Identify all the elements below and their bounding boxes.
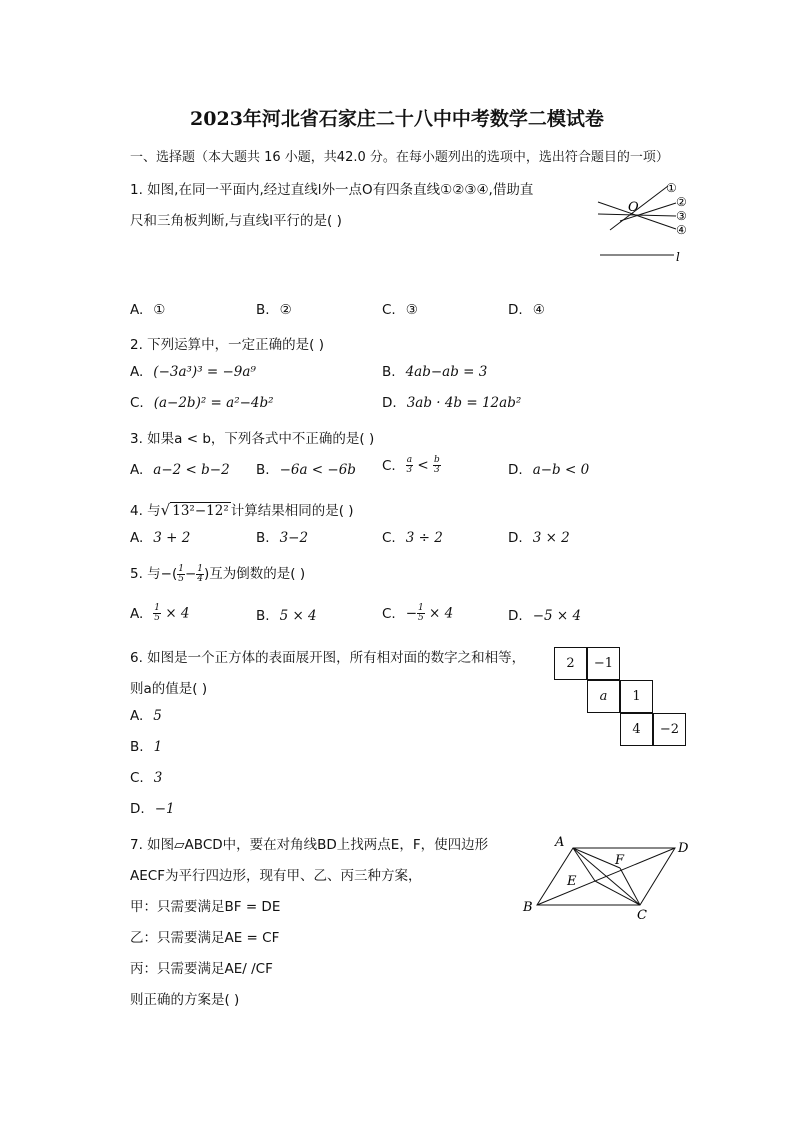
vertex-label-d: D bbox=[678, 841, 689, 856]
q1-option-a[interactable]: A. ① bbox=[130, 302, 166, 318]
q7-plan-jia: 甲：只需要满足BF = DE bbox=[130, 899, 281, 915]
q1-fig-label-2: ② bbox=[676, 195, 687, 209]
net-cell: a bbox=[587, 680, 620, 713]
q1-option-c[interactable]: C. ③ bbox=[382, 302, 418, 318]
q2-option-b[interactable]: B. 4ab−ab = 3 bbox=[382, 364, 488, 380]
q6-option-a[interactable]: A. 5 bbox=[130, 708, 162, 724]
q1-figure bbox=[590, 175, 700, 267]
parallelogram-figure bbox=[515, 830, 700, 925]
q4-stem: 4. 与√ 13²−12² 计算结果相同的是( ) bbox=[130, 501, 354, 519]
fraction: $\frac{a}{3}$ bbox=[406, 455, 413, 475]
net-cell: −2 bbox=[653, 713, 686, 746]
q4-option-d[interactable]: D. 3 × 2 bbox=[508, 530, 570, 546]
q1-fig-label-l: l bbox=[676, 250, 680, 264]
q6-option-d[interactable]: D. −1 bbox=[130, 801, 175, 817]
q5-option-d[interactable]: D. −5 × 4 bbox=[508, 608, 582, 624]
point-label-f: F bbox=[615, 853, 625, 868]
q6-stem-line2: 则a的值是( ) bbox=[130, 681, 208, 697]
vertex-label-c: C bbox=[637, 908, 647, 923]
net-cell: 1 bbox=[620, 680, 653, 713]
q5-option-a[interactable]: A. $\frac{1}{5}$ × 4 bbox=[130, 603, 190, 623]
q6-option-b[interactable]: B. 1 bbox=[130, 739, 163, 755]
radicand: 13²−12² bbox=[172, 503, 229, 519]
q5-stem: 5. 与−( $\frac{1}{5}$ − $\frac{1}{4}$ )互为倒数的是( ) bbox=[130, 563, 306, 584]
fraction: $\frac{b}{3}$ bbox=[434, 455, 440, 475]
q1-stem-line1: 1. 如图,在同一平面内,经过直线l外一点O有四条直线①②③④,借助直 bbox=[130, 182, 534, 198]
q3-option-b[interactable]: B. −6a < −6b bbox=[256, 462, 356, 478]
fraction: $\frac{1}{5}$ bbox=[418, 603, 424, 623]
net-cell: −1 bbox=[587, 647, 620, 680]
q1-fig-label-3: ③ bbox=[676, 209, 687, 223]
cube-net-figure bbox=[554, 647, 694, 751]
net-cell: 4 bbox=[620, 713, 653, 746]
fraction: $\frac{1}{5}$ bbox=[154, 603, 161, 623]
q4-option-b[interactable]: B. 3−2 bbox=[256, 530, 309, 546]
vertex-label-a: A bbox=[555, 835, 565, 850]
q1-fig-label-1: ① bbox=[666, 181, 677, 195]
q2-option-a[interactable]: A. (−3a³)³ = −9a⁹ bbox=[130, 364, 256, 380]
page-title: 2023年河北省石家庄二十八中中考数学二模试卷 bbox=[190, 108, 604, 130]
q1-stem-line2: 尺和三角板判断,与直线l平行的是( ) bbox=[130, 213, 342, 229]
q2-option-d[interactable]: D. 3ab · 4b = 12ab² bbox=[382, 395, 522, 411]
q7-ask: 则正确的方案是( ) bbox=[130, 992, 240, 1008]
fraction: $\frac{1}{5}$ bbox=[178, 563, 184, 584]
q7-stem-line1: 7. 如图▱ABCD中，要在对角线BD上找两点E，F，使四边形 bbox=[130, 837, 489, 853]
q5-option-b[interactable]: B. 5 × 4 bbox=[256, 608, 317, 624]
section-heading: 一、选择题（本大题共 16 小题，共42.0 分。在每小题列出的选项中，选出符合题目的一项） bbox=[130, 150, 669, 165]
q6-stem-line1: 6. 如图是一个正方体的表面展开图，所有相对面的数字之和相等， bbox=[130, 650, 526, 666]
q2-option-c[interactable]: C. (a−2b)² = a²−4b² bbox=[130, 395, 274, 411]
q6-option-c[interactable]: C. 3 bbox=[130, 770, 163, 786]
q5-option-c[interactable]: C. − $\frac{1}{5}$ × 4 bbox=[382, 603, 454, 623]
q1-option-d[interactable]: D. ④ bbox=[508, 302, 545, 318]
q3-stem: 3. 如果a < b，下列各式中不正确的是( ) bbox=[130, 431, 375, 447]
q3-option-d[interactable]: D. a−b < 0 bbox=[508, 462, 590, 478]
q3-option-a[interactable]: A. a−2 < b−2 bbox=[130, 462, 230, 478]
fraction: $\frac{1}{4}$ bbox=[197, 563, 204, 584]
q7-plan-bing: 丙：只需要满足AE/ /CF bbox=[130, 961, 273, 977]
q7-stem-line2: AECF为平行四边形，现有甲、乙、丙三种方案， bbox=[130, 868, 422, 884]
q2-stem: 2. 下列运算中，一定正确的是( ) bbox=[130, 337, 324, 353]
vertex-label-b: B bbox=[523, 900, 533, 915]
q1-option-b[interactable]: B. ② bbox=[256, 302, 292, 318]
q3-option-c[interactable]: C. $\frac{a}{3}$ < $\frac{b}{3}$ bbox=[382, 455, 440, 475]
q7-plan-yi: 乙：只需要满足AE = CF bbox=[130, 930, 280, 946]
point-label-e: E bbox=[567, 874, 577, 889]
q1-fig-label-o: O bbox=[628, 200, 639, 215]
net-cell: 2 bbox=[554, 647, 587, 680]
q4-option-c[interactable]: C. 3 ÷ 2 bbox=[382, 530, 443, 546]
q1-fig-label-4: ④ bbox=[676, 223, 687, 237]
q4-option-a[interactable]: A. 3 + 2 bbox=[130, 530, 191, 546]
